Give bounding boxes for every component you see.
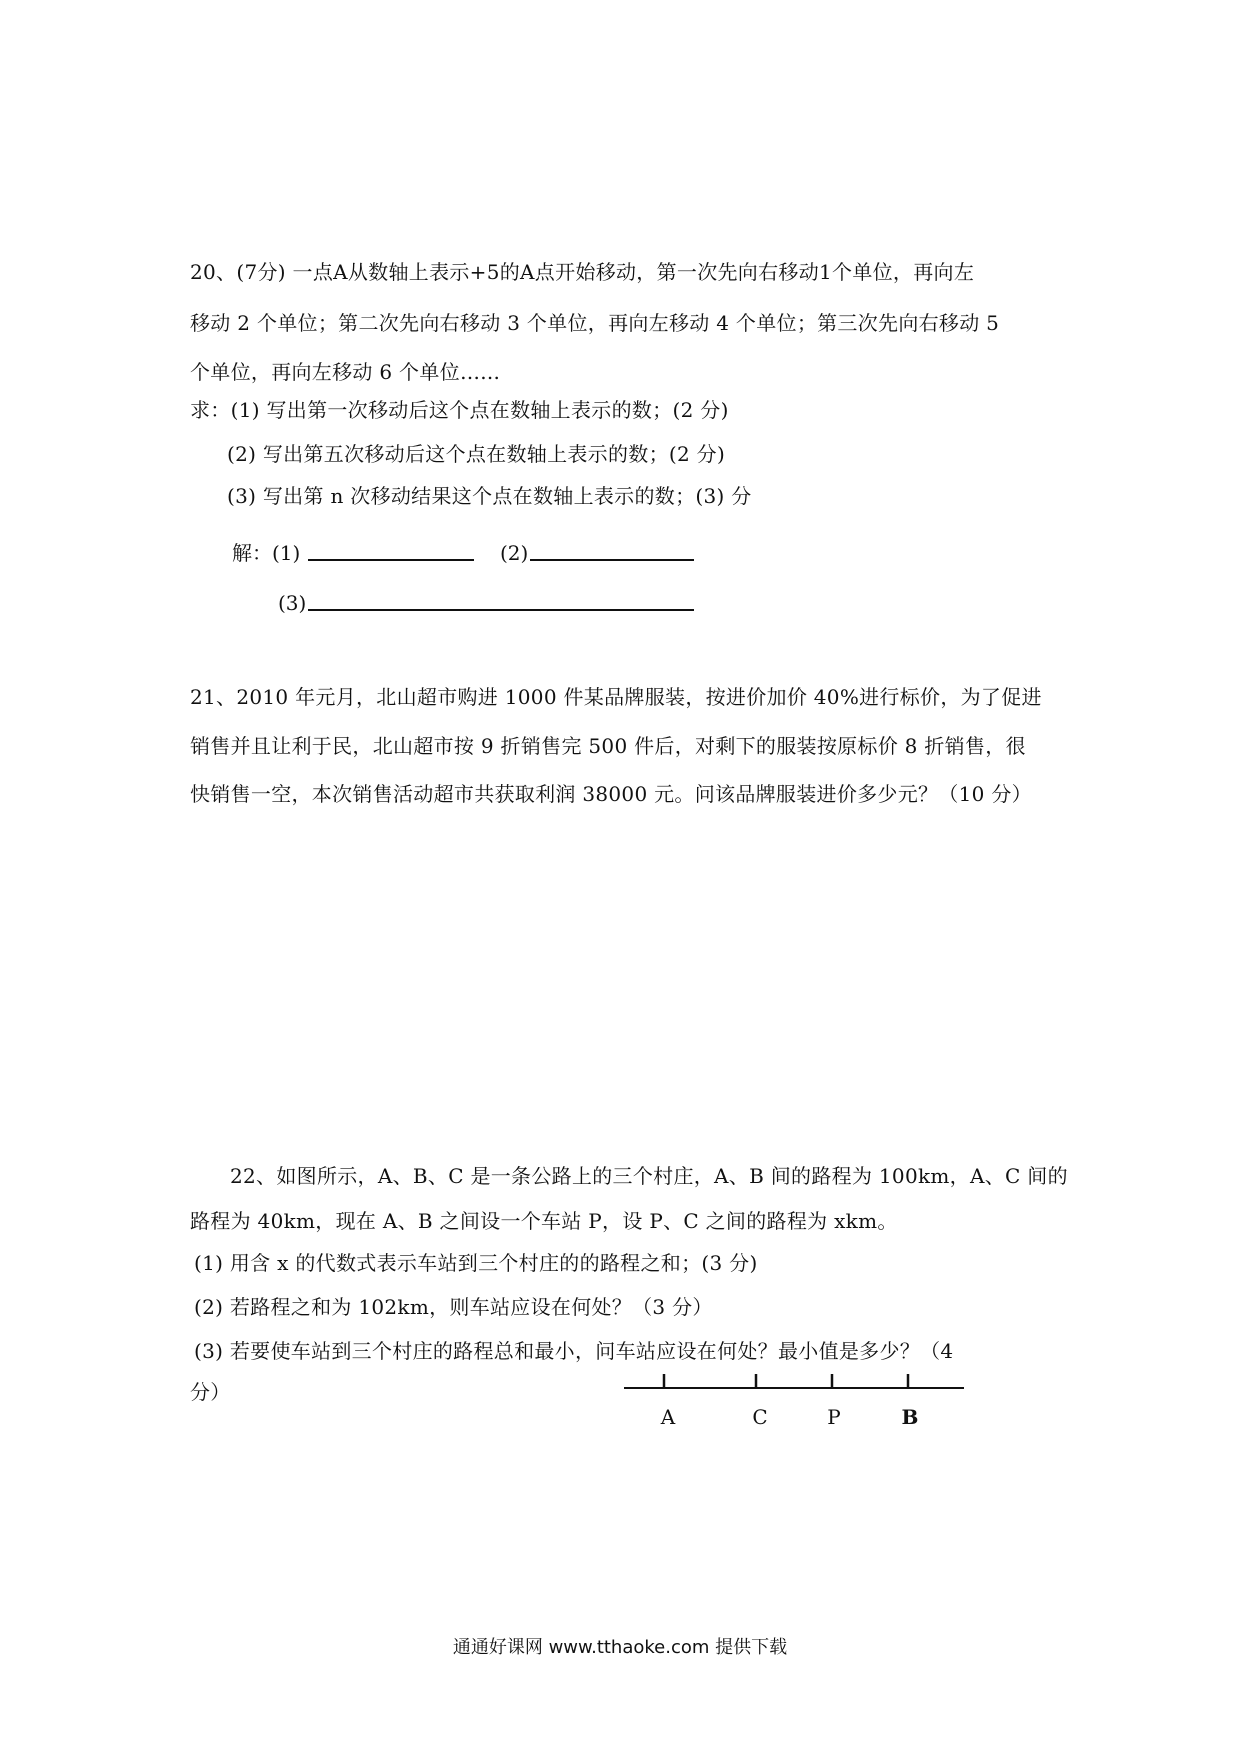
- label-a: A: [660, 1405, 676, 1429]
- q20-requirement-1: 求：(1) 写出第一次移动后这个点在数轴上表示的数；(2 分): [190, 398, 729, 422]
- q20-requirement-3: (3) 写出第 n 次移动结果这个点在数轴上表示的数；(3) 分: [227, 484, 752, 508]
- q22-requirement-1: (1) 用含 x 的代数式表示车站到三个村庄的的路程之和；(3 分): [194, 1251, 758, 1275]
- q20-answer-blank-3[interactable]: [308, 609, 694, 611]
- q20-answer-label-2: (2): [500, 541, 529, 565]
- q20-answer-blank-1[interactable]: [308, 559, 474, 561]
- page-footer: 通通好课网 www.tthaoke.com 提供下载: [452, 1637, 788, 1658]
- q22-requirement-2: (2) 若路程之和为 102km，则车站应设在何处？（3 分）: [194, 1295, 713, 1319]
- label-p: P: [827, 1405, 841, 1429]
- q20-answer-label-3: (3): [278, 591, 307, 615]
- label-b: B: [901, 1405, 919, 1429]
- q21-line-2: 销售并且让利于民，北山超市按 9 折销售完 500 件后，对剩下的服装按原标价 8 折销售，很: [190, 734, 1026, 758]
- q22-line-2: 路程为 40km，现在 A、B 之间设一个车站 P，设 P、C 之间的路程为 xkm。: [190, 1209, 898, 1233]
- q21-line-1: 21、2010 年元月，北山超市购进 1000 件某品牌服装，按进价加价 40%进行标价，为了促进: [190, 685, 1042, 709]
- q20-line-2: 移动 2 个单位；第二次先向右移动 3 个单位，再向左移动 4 个单位；第三次先向右移动 5: [190, 311, 1000, 335]
- q22-requirement-3: (3) 若要使车站到三个村庄的路程总和最小，问车站应设在何处？最小值是多少？（4: [194, 1339, 954, 1363]
- q21-line-3: 快销售一空，本次销售活动超市共获取利润 38000 元。问该品牌服装进价多少元？（10 分）: [190, 782, 1032, 806]
- q20-line-1: 20、(7分) 一点A从数轴上表示+5的A点开始移动，第一次先向右移动1个单位，再向左: [190, 260, 975, 284]
- q20-requirement-2: (2) 写出第五次移动后这个点在数轴上表示的数；(2 分): [227, 442, 726, 466]
- label-c: C: [752, 1405, 768, 1429]
- q22-line-1: 22、如图所示，A、B、C 是一条公路上的三个村庄，A、B 间的路程为 100km，A、C 间的: [230, 1164, 1068, 1188]
- q22-road-diagram: [620, 1362, 970, 1432]
- q22-requirement-3-cont: 分）: [190, 1380, 231, 1404]
- q20-answer-label-1: 解：(1): [232, 541, 301, 565]
- q20-answer-blank-2[interactable]: [530, 559, 694, 561]
- q20-line-3: 个单位，再向左移动 6 个单位…...: [190, 360, 501, 384]
